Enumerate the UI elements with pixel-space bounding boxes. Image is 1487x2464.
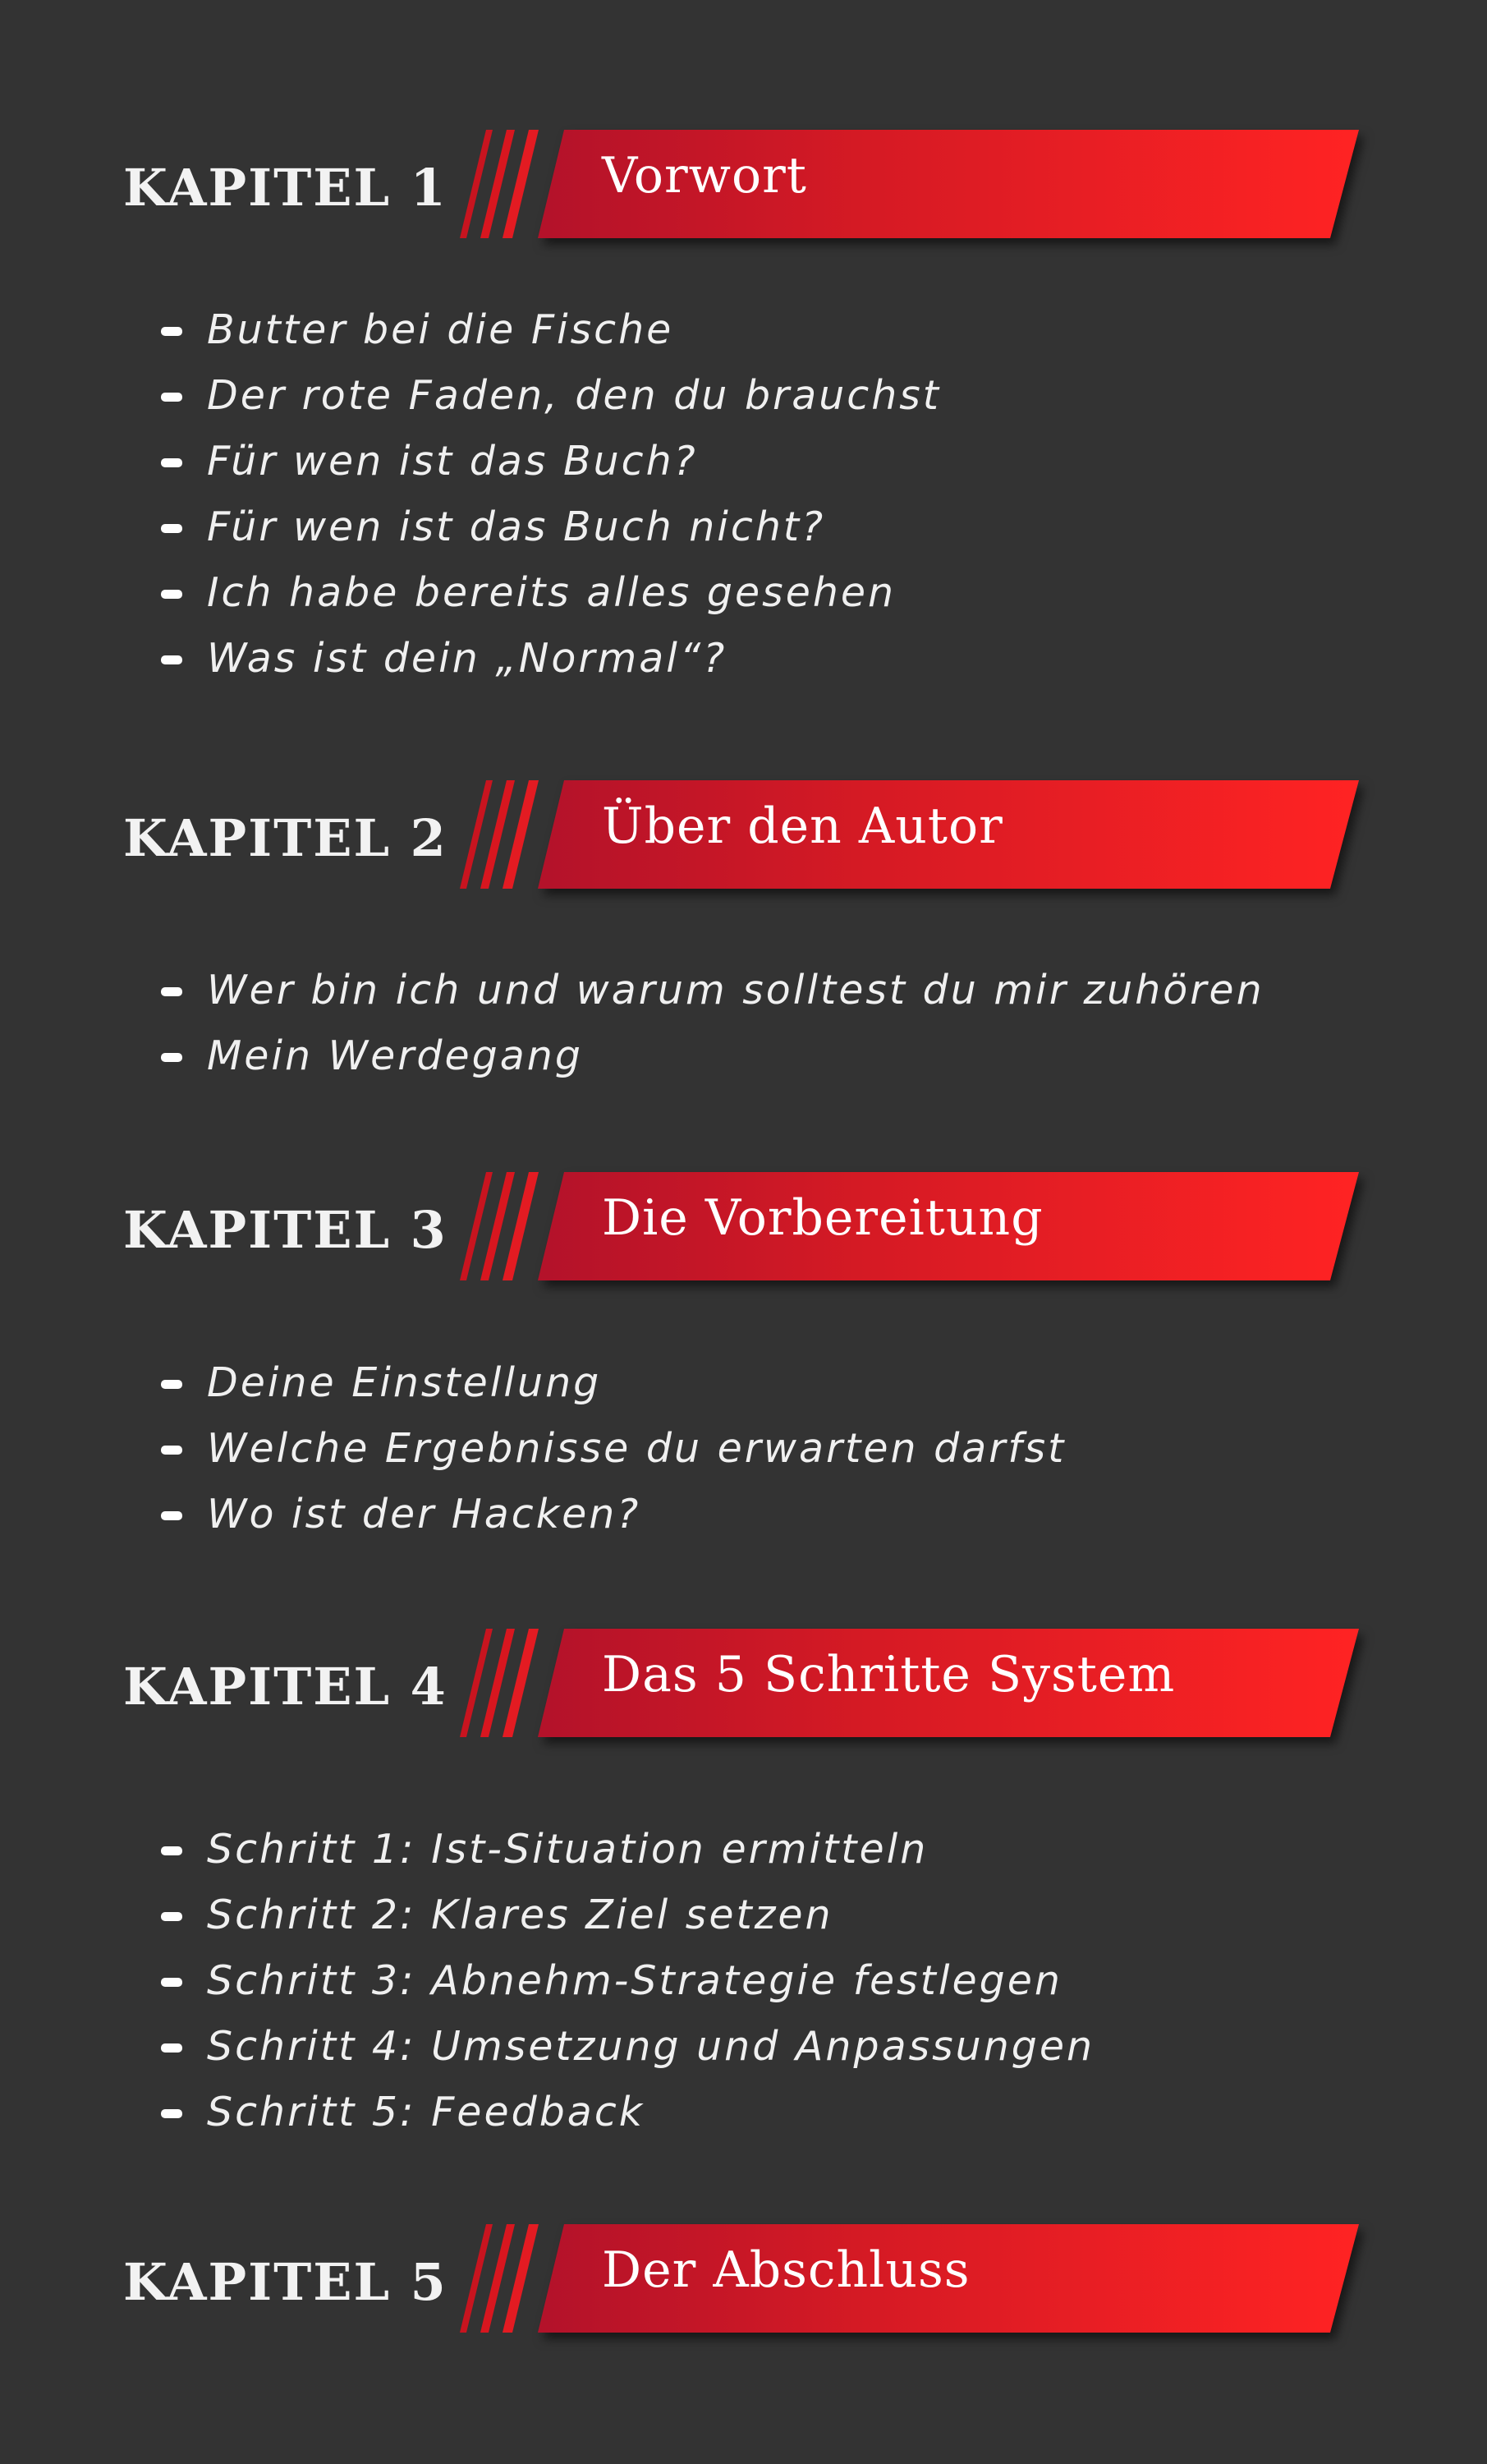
chapter-title: Das 5 Schritte System	[602, 1646, 1176, 1703]
chapter-title: Über den Autor	[602, 798, 1003, 855]
list-item-text: Schritt 2: Klares Ziel setzen	[207, 1892, 833, 1938]
dash-bullet	[161, 327, 182, 336]
list-item-text: Was ist dein „Normal“?	[207, 635, 727, 682]
list-item-text: Butter bei die Fische	[207, 306, 674, 353]
dash-bullet	[161, 524, 182, 533]
dash-bullet	[161, 2109, 182, 2118]
dash-bullet	[161, 987, 182, 996]
chapter-label: KAPITEL 1	[123, 158, 447, 218]
chapter-title: Vorwort	[602, 147, 807, 205]
dash-bullet	[161, 655, 182, 664]
list-item-text: Mein Werdegang	[207, 1032, 583, 1079]
chapter-label: KAPITEL 2	[123, 808, 447, 868]
dash-bullet	[161, 393, 182, 402]
chapter-title: Die Vorbereitung	[602, 1189, 1044, 1247]
list-item-text: Ich habe bereits alles gesehen	[207, 569, 897, 616]
list-item-text: Schritt 4: Umsetzung und Anpassungen	[207, 2023, 1095, 2070]
chapter-banner	[538, 2224, 1359, 2333]
dash-bullet	[161, 1912, 182, 1921]
dash-bullet	[161, 1511, 182, 1520]
chapter-banner	[538, 780, 1359, 889]
list-item-text: Für wen ist das Buch nicht?	[207, 503, 826, 550]
list-item-text: Schritt 5: Feedback	[207, 2089, 645, 2135]
chapter-label: KAPITEL 4	[123, 1657, 447, 1717]
list-item-text: Wer bin ich und warum solltest du mir zuhören	[207, 967, 1264, 1014]
list-item-text: Wo ist der Hacken?	[207, 1491, 641, 1538]
chapter-banner	[538, 130, 1359, 238]
dash-bullet	[161, 2043, 182, 2053]
chapter-title: Der Abschluss	[602, 2241, 971, 2299]
chapter-label: KAPITEL 5	[123, 2252, 447, 2312]
list-item-text: Schritt 1: Ist-Situation ermitteln	[207, 1826, 929, 1873]
chapter-banner	[538, 1172, 1359, 1280]
list-item-text: Der rote Faden, den du brauchst	[207, 372, 942, 419]
dash-bullet	[161, 1446, 182, 1455]
list-item-text: Schritt 3: Abnehm-Strategie festlegen	[207, 1957, 1062, 2004]
list-item-text: Für wen ist das Buch?	[207, 438, 698, 485]
dash-bullet	[161, 1978, 182, 1987]
dash-bullet	[161, 1053, 182, 1062]
list-item-text: Deine Einstellung	[207, 1359, 602, 1406]
dash-bullet	[161, 1380, 182, 1389]
dash-bullet	[161, 1846, 182, 1855]
chapter-banner	[538, 1629, 1359, 1737]
dash-bullet	[161, 590, 182, 599]
dash-bullet	[161, 458, 182, 467]
list-item-text: Welche Ergebnisse du erwarten darfst	[207, 1425, 1067, 1472]
chapter-label: KAPITEL 3	[123, 1200, 447, 1260]
